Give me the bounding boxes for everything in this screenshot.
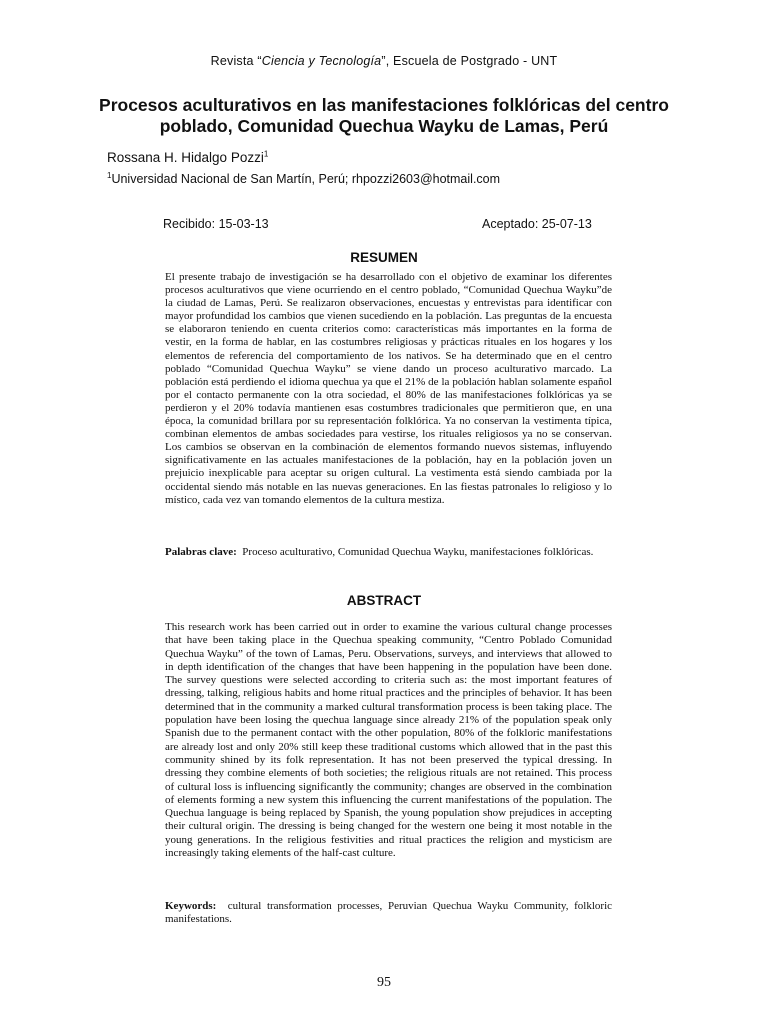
- palabras-clave: [165, 546, 612, 559]
- journal-header-prefix: Revista “: [210, 54, 262, 68]
- affiliation-superscript: 1: [107, 170, 112, 180]
- palabras-clave-label: Palabras clave:: [165, 546, 237, 558]
- keywords: [165, 900, 612, 927]
- keywords-label: Keywords:: [165, 900, 217, 912]
- affiliation: [107, 172, 500, 186]
- author: [107, 150, 268, 165]
- abstract-body: This research work has been carried out in order to examine the various cultural change processes that have been taking place in the Quechua speaking community, “Centro Poblado Comunidad Quechua Wayku” of the town of Lamas, Peru. Observations, surveys, and interviews that allowed to in depth identification of the changes that have been happening in the population have been done. The survey questions were selected according to criteria such as: the most important features of dressing, talking, religious habits and home ritual practices and the principles of behavior. It has been determined that in the community a marked cultural transformation process is been taking place. The population have been losing the quechua language since already 21% of the population speak only Spanish due to the permanent contact with the other population, 80% of the folkloric manifestations are already lost and only 20% still keep these traditional customs which allowed that in the past this community shined by its folk representation. It has not been preserved the typical dressing. In dressing they combine elements of both societies; the religious rituals are not retained. This process of cultural loss is influencing significantly the community; changes are observed in the combination of elements forming a new system this influencing the current manifestations of the population. The Quechua language is being replaced by Spanish, the young population show prejudices in accepting their cultural origin. The dressing is being changed for the western one being it most notable in the young generations. In the religious festivities and ritual practices the religion and mysticism are increasingly taking elements of the half-cast culture.: [165, 621, 612, 860]
- journal-header-suffix: ”, Escuela de Postgrado - UNT: [381, 54, 558, 68]
- article-title: Procesos aculturativos en las manifestaciones folklóricas del centro poblado, Comunidad Quechua Wayku de Lamas, Perú: [99, 95, 669, 136]
- palabras-clave-text: Proceso aculturativo, Comunidad Quechua Wayku, manifestaciones folklóricas.: [242, 546, 594, 558]
- received-date: Recibido: 15-03-13: [163, 217, 269, 231]
- page-number: 95: [377, 975, 391, 990]
- accepted-date: Aceptado: 25-07-13: [482, 217, 592, 231]
- keywords-text: cultural transformation processes, Peruvian Quechua Wayku Community, folkloric manifestations.: [165, 900, 613, 926]
- journal-header: [0, 54, 768, 68]
- affiliation-text: Universidad Nacional de San Martín, Perú; rhpozzi2603@hotmail.com: [111, 172, 501, 186]
- resumen-heading: RESUMEN: [350, 250, 418, 265]
- author-superscript: 1: [263, 149, 269, 159]
- abstract-heading: ABSTRACT: [346, 593, 422, 608]
- journal-name: Ciencia y Tecnología: [261, 54, 382, 68]
- author-name: Rossana H. Hidalgo Pozzi: [107, 150, 264, 165]
- resumen-body: El presente trabajo de investigación se ha desarrollado con el objetivo de examinar los diferentes procesos aculturativos que viene ocurriendo en el centro poblado, “Comunidad Quechua Wayku”de la ciudad de Lamas, Perú. Se realizaron observaciones, encuestas y entrevistas para identificar con mayor profundidad los cambios que vienen sucediendo en la población. Las preguntas de la encuesta se elaboraron teniendo en cuenta criterios como: características más importantes en la forma de vestir, en la forma de hablar, en las costumbres religiosas y prácticas rituales en los hogares y los elementos de referencia del comportamiento de los nativos. Se ha determinado que en el centro poblado “Comunidad Quechua Wayku” se viene dando un proceso aculturativo marcado. La población está perdiendo el idioma quechua ya que el 21% de la población hablan solamente español por el contacto permanente con la otra sociedad, el 80% de las manifestaciones folklóricas ya se perdieron y el 20% todavía mantienen esas costumbres tradicionales que permitieron que, en una época, la comunidad brillara por su representación folklórica. Ya no conservan la vestimenta típica, combinan elementos de ambas sociedades para vestirse, los rituales religiosos ya no se conservan. Los cambios se observan en la combinación de elementos formando nuevos sistemas, influyendo significativamente en las actuales manifestaciones de la población, hay en la población joven un prejuicio inexplicable para aceptar su origen cultural. La vestimenta está siendo cambiada por la occidental siendo más notable en las nuevas generaciones. En las fiestas patronales lo religioso y lo místico, cada vez van tomando elementos de la cultura mestiza.: [165, 271, 612, 506]
